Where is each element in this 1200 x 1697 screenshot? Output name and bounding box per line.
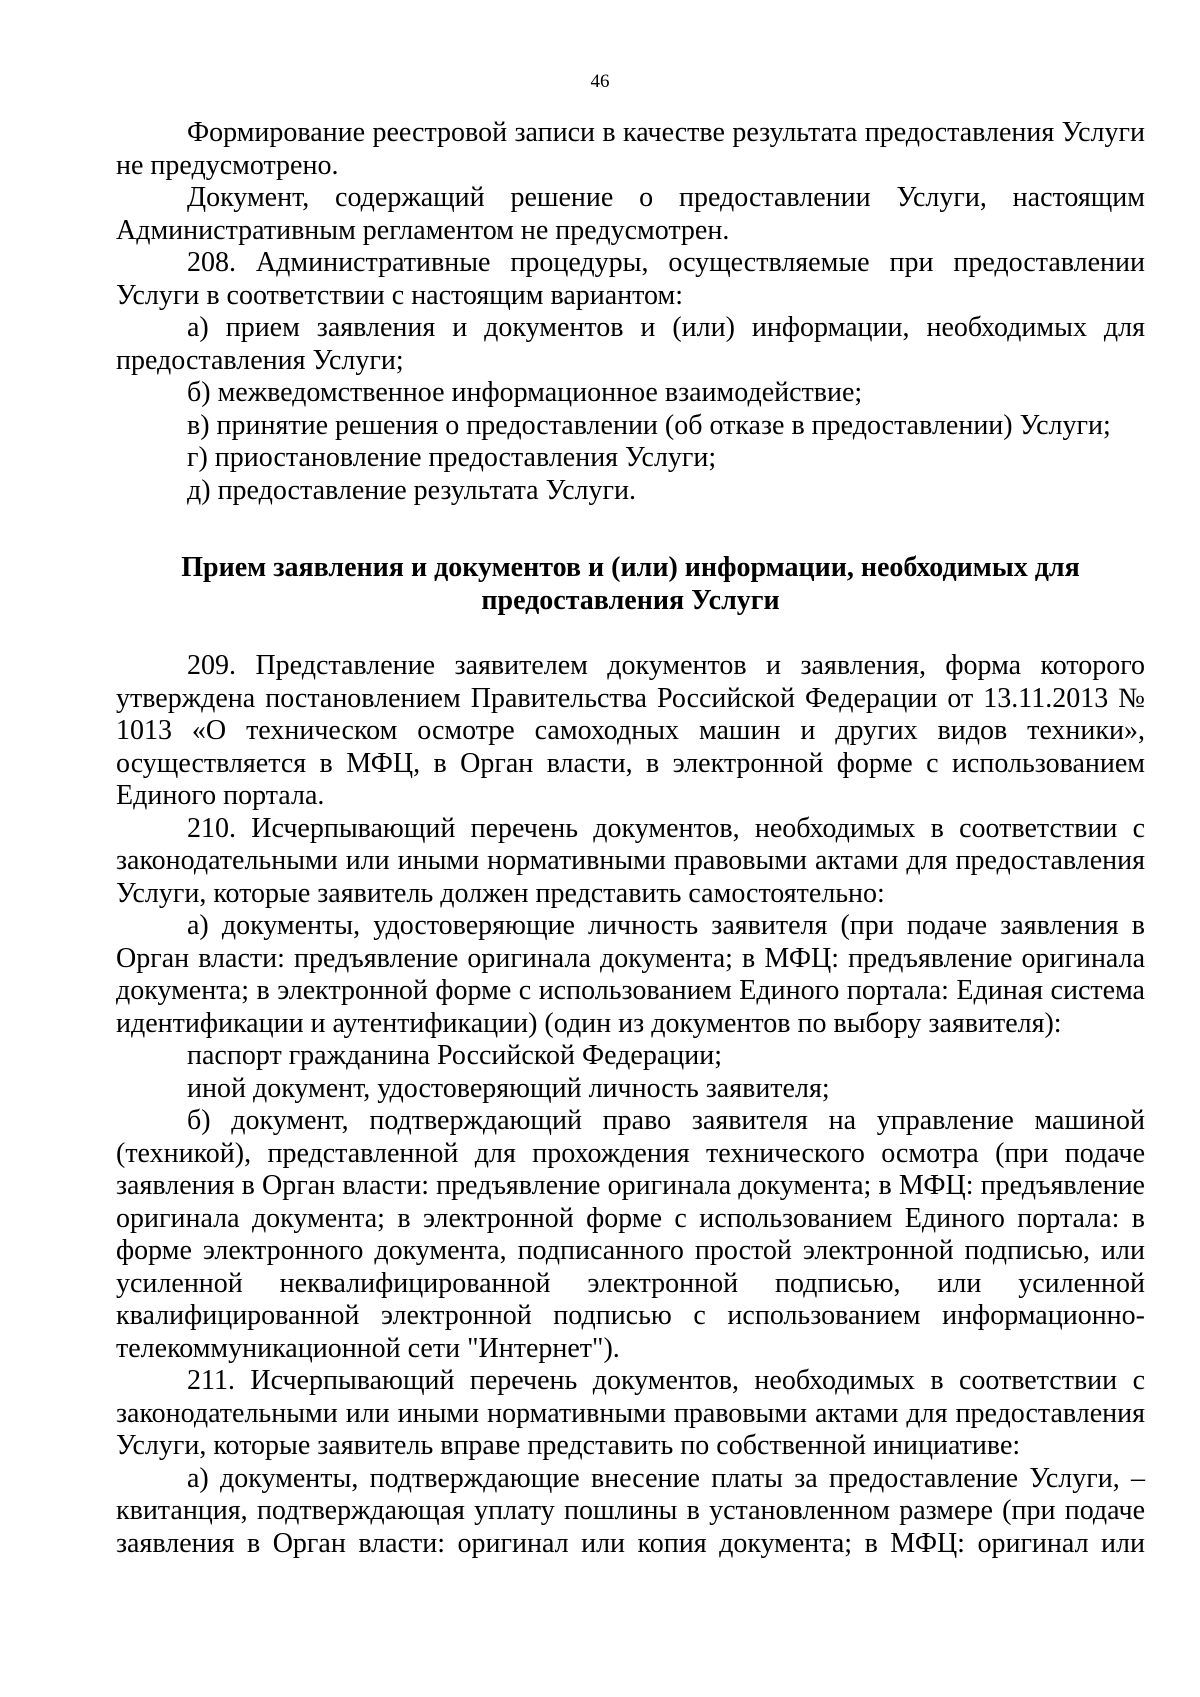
- paragraph-210: 210. Исчерпывающий перечень документов, необходимых в соответствии с законодательными или иными нормативными правовыми актами для предоставления Услуги, которые заявитель должен представить самостоятельно:: [116, 812, 1145, 909]
- list-item: иной документ, удостоверяющий личность заявителя;: [187, 1072, 830, 1104]
- page-number: 46: [590, 71, 610, 92]
- document-body: [116, 117, 1145, 1560]
- list-item-b: б) межведомственное информационное взаимодействие;: [187, 377, 863, 408]
- list-item-v: в) принятие решения о предоставлении (об отказе в предоставлении) Услуги;: [187, 409, 1111, 441]
- list-item-g: г) приостановление предоставления Услуги;: [187, 442, 717, 473]
- list-item-d: д) предоставление результата Услуги.: [187, 474, 636, 506]
- list-item-a: а) документы, подтверждающие внесение платы за предоставление Услуги, – квитанция, подтверждающая уплату пошлины в установленном размере (при подаче заявления в Орган власти: оригинал или копия документа; в МФЦ: оригинал или: [116, 1462, 1145, 1559]
- paragraph-211: 211. Исчерпывающий перечень документов, необходимых в соответствии с законодательными или иными нормативными правовыми актами для предоставления Услуги, которые заявитель вправе представить по собственной инициативе:: [116, 1365, 1145, 1461]
- paragraph-209: 209. Представление заявителем документов и заявления, форма которого утверждена постановлением Правительства Российской Федерации от 13.11.2013 № 1013 «О техническом осмотре самоходных машин и других видов техники», осуществляется в МФЦ, в Орган власти, в электронной форме с использованием Единого портала.: [116, 650, 1145, 811]
- section-heading-line-2: предоставления Услуги: [481, 584, 780, 616]
- section-heading: [116, 552, 1145, 617]
- paragraph-208: 208. Административные процедуры, осуществляемые при предоставлении Услуги в соответствии с настоящим вариантом:: [116, 247, 1145, 311]
- list-item-b: б) документ, подтверждающий право заявителя на управление машиной (техникой), представленной для прохождения технического осмотра (при подаче заявления в Орган власти: предъявление оригинала документа; в МФЦ: предъявление оригинала документа; в электронной форме с использованием Единого портала: в форме электронного документа, подписанного простой электронной подписью, или усиленной неквалифицированной электронной подписью, или усиленной квалифицированной электронной подписью с использованием информационно-телекоммуникационной сети "Интернет").: [116, 1105, 1145, 1364]
- paragraph: Документ, содержащий решение о предоставлении Услуги, настоящим Административным регламентом не предусмотрен.: [116, 182, 1145, 246]
- paragraph: Формирование реестровой записи в качестве результата предоставления Услуги не предусмотрено.: [116, 117, 1145, 181]
- list-item-a: а) прием заявления и документов и (или) информации, необходимых для предоставления Услуги;: [116, 312, 1145, 376]
- list-item-a: а) документы, удостоверяющие личность заявителя (при подаче заявления в Орган власти: предъявление оригинала документа; в МФЦ: предъявление оригинала документа; в электронной форме с использованием Единого портала: Единая система идентификации и аутентификации) (один из документов по выбору заявителя):: [116, 910, 1145, 1039]
- list-item: паспорт гражданина Российской Федерации;: [187, 1040, 723, 1071]
- section-heading-line-1: Прием заявления и документов и (или) информации, необходимых для: [181, 552, 1080, 583]
